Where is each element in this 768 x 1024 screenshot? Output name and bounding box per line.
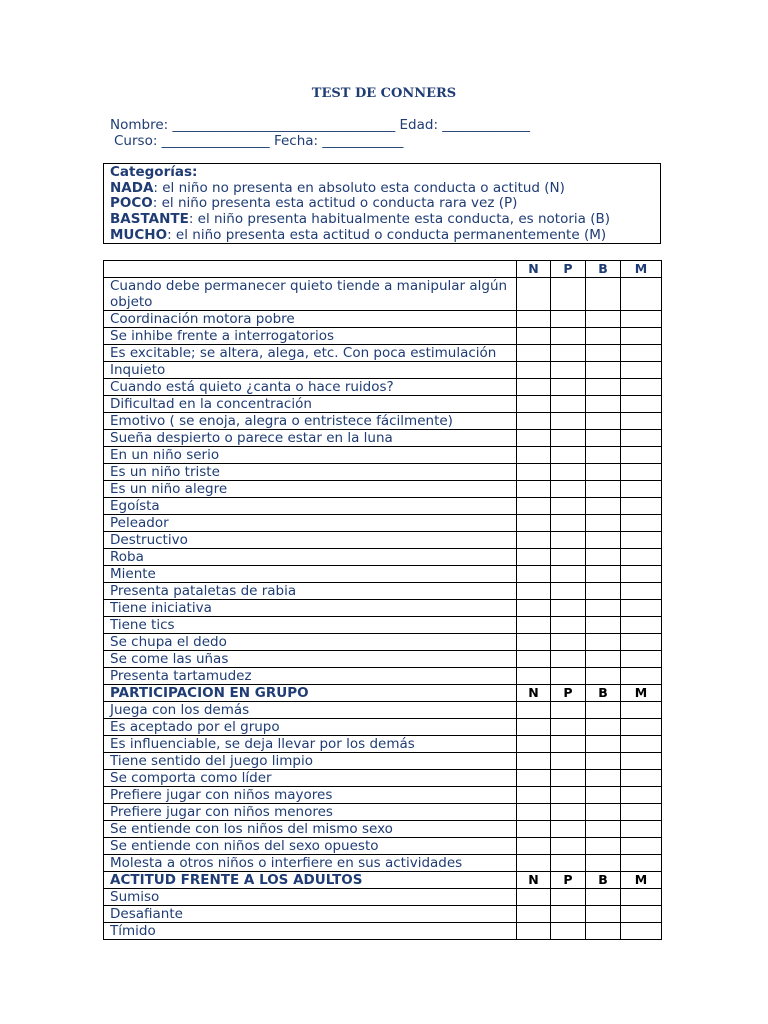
rating-cell-n[interactable] xyxy=(517,719,551,736)
rating-cell-n[interactable] xyxy=(517,379,551,396)
item-label: Presenta pataletas de rabia xyxy=(104,583,517,600)
item-label: Egoísta xyxy=(104,498,517,515)
item-label: Cuando debe permanecer quieto tiende a manipular algún objeto xyxy=(104,278,517,311)
rating-cell-p[interactable] xyxy=(551,379,586,396)
rating-cell-m[interactable] xyxy=(621,278,662,311)
item-row xyxy=(104,566,662,583)
rating-cell-n[interactable] xyxy=(517,278,551,311)
item-row xyxy=(104,532,662,549)
item-row xyxy=(104,311,662,328)
rating-cell-p[interactable] xyxy=(551,855,586,872)
rating-cell-p[interactable] xyxy=(551,889,586,906)
item-label: Sueña despierto o parece estar en la luna xyxy=(104,430,517,447)
rating-cell-p[interactable] xyxy=(551,566,586,583)
item-row xyxy=(104,447,662,464)
item-label: Presenta tartamudez xyxy=(104,668,517,685)
column-header-b: B xyxy=(586,261,621,278)
rating-cell-m[interactable] xyxy=(621,379,662,396)
rating-cell-m[interactable] xyxy=(621,634,662,651)
rating-cell-m[interactable] xyxy=(621,447,662,464)
rating-cell-n[interactable] xyxy=(517,447,551,464)
rating-cell-b[interactable] xyxy=(586,889,621,906)
rating-cell-m[interactable] xyxy=(621,855,662,872)
rating-cell-b[interactable] xyxy=(586,328,621,345)
item-label: Tiene tics xyxy=(104,617,517,634)
rating-cell-p[interactable] xyxy=(551,651,586,668)
item-label: Se inhibe frente a interrogatorios xyxy=(104,328,517,345)
rating-cell-m[interactable] xyxy=(621,328,662,345)
item-label: Es influenciable, se deja llevar por los demás xyxy=(104,736,517,753)
item-label: Emotivo ( se enoja, alegra o entristece fácilmente) xyxy=(104,413,517,430)
rating-cell-m[interactable] xyxy=(621,821,662,838)
rating-cell-b[interactable] xyxy=(586,464,621,481)
rating-cell-n[interactable] xyxy=(517,532,551,549)
rating-cell-n[interactable] xyxy=(517,855,551,872)
rating-cell-n[interactable] xyxy=(517,838,551,855)
rating-cell-p[interactable] xyxy=(551,413,586,430)
item-row xyxy=(104,498,662,515)
rating-cell-p[interactable] xyxy=(551,549,586,566)
column-header-n: N xyxy=(517,685,551,702)
rating-cell-n[interactable] xyxy=(517,804,551,821)
item-label: Se chupa el dedo xyxy=(104,634,517,651)
rating-cell-n[interactable] xyxy=(517,345,551,362)
categories-heading: Categorías: xyxy=(110,164,198,180)
rating-cell-b[interactable] xyxy=(586,736,621,753)
category-bastante: BASTANTE: el niño presenta habitualmente esta conducta, es notoria (B) xyxy=(110,211,611,228)
rating-cell-b[interactable] xyxy=(586,278,621,311)
item-row xyxy=(104,481,662,498)
rating-cell-n[interactable] xyxy=(517,549,551,566)
item-label: Tiene iniciativa xyxy=(104,600,517,617)
rating-cell-b[interactable] xyxy=(586,515,621,532)
item-row xyxy=(104,804,662,821)
rating-cell-m[interactable] xyxy=(621,549,662,566)
rating-cell-m[interactable] xyxy=(621,617,662,634)
rating-cell-b[interactable] xyxy=(586,753,621,770)
rating-cell-b[interactable] xyxy=(586,549,621,566)
item-row xyxy=(104,855,662,872)
rating-cell-b[interactable] xyxy=(586,379,621,396)
rating-cell-b[interactable] xyxy=(586,481,621,498)
rating-cell-p[interactable] xyxy=(551,719,586,736)
rating-cell-p[interactable] xyxy=(551,736,586,753)
rating-cell-b[interactable] xyxy=(586,566,621,583)
rating-cell-p[interactable] xyxy=(551,634,586,651)
rating-cell-m[interactable] xyxy=(621,532,662,549)
rating-cell-p[interactable] xyxy=(551,396,586,413)
rating-cell-n[interactable] xyxy=(517,413,551,430)
categories-box xyxy=(103,163,661,244)
rating-cell-n[interactable] xyxy=(517,787,551,804)
item-label: Es un niño triste xyxy=(104,464,517,481)
item-row xyxy=(104,719,662,736)
rating-cell-b[interactable] xyxy=(586,532,621,549)
item-row xyxy=(104,328,662,345)
item-label: Dificultad en la concentración xyxy=(104,396,517,413)
column-header-p: P xyxy=(551,872,586,889)
item-label: Miente xyxy=(104,566,517,583)
rating-cell-n[interactable] xyxy=(517,362,551,379)
section-title: ACTITUD FRENTE A LOS ADULTOS xyxy=(104,872,517,889)
item-row xyxy=(104,600,662,617)
item-row xyxy=(104,838,662,855)
item-row xyxy=(104,736,662,753)
rating-cell-m[interactable] xyxy=(621,651,662,668)
item-row xyxy=(104,787,662,804)
rating-cell-n[interactable] xyxy=(517,753,551,770)
item-label: Tiene sentido del juego limpio xyxy=(104,753,517,770)
item-label: Se entiende con niños del sexo opuesto xyxy=(104,838,517,855)
rating-cell-b[interactable] xyxy=(586,396,621,413)
rating-cell-p[interactable] xyxy=(551,770,586,787)
item-label: Desafiante xyxy=(104,906,517,923)
rating-cell-p[interactable] xyxy=(551,498,586,515)
item-label: Es un niño alegre xyxy=(104,481,517,498)
item-row xyxy=(104,617,662,634)
category-poco: POCO: el niño presenta esta actitud o conducta rara vez (P) xyxy=(110,195,518,212)
item-label: Destructivo xyxy=(104,532,517,549)
rating-cell-p[interactable] xyxy=(551,362,586,379)
rating-cell-n[interactable] xyxy=(517,770,551,787)
rating-cell-n[interactable] xyxy=(517,906,551,923)
item-row xyxy=(104,362,662,379)
rating-cell-p[interactable] xyxy=(551,787,586,804)
rating-cell-n[interactable] xyxy=(517,923,551,940)
rating-cell-m[interactable] xyxy=(621,413,662,430)
item-label: Se entiende con los niños del mismo sexo xyxy=(104,821,517,838)
item-row xyxy=(104,345,662,362)
rating-cell-p[interactable] xyxy=(551,464,586,481)
item-label: Es aceptado por el grupo xyxy=(104,719,517,736)
item-label: Molesta a otros niños o interfiere en sus actividades xyxy=(104,855,517,872)
item-label: Se come las uñas xyxy=(104,651,517,668)
item-label: Coordinación motora pobre xyxy=(104,311,517,328)
rating-cell-m[interactable] xyxy=(621,464,662,481)
item-label: Inquieto xyxy=(104,362,517,379)
rating-cell-m[interactable] xyxy=(621,753,662,770)
rating-cell-p[interactable] xyxy=(551,617,586,634)
rating-cell-m[interactable] xyxy=(621,906,662,923)
rating-cell-n[interactable] xyxy=(517,311,551,328)
rating-cell-b[interactable] xyxy=(586,838,621,855)
item-label: Prefiere jugar con niños menores xyxy=(104,804,517,821)
column-header-n: N xyxy=(517,261,551,278)
rating-cell-n[interactable] xyxy=(517,600,551,617)
column-header-b: B xyxy=(586,872,621,889)
item-row xyxy=(104,278,662,311)
rating-cell-n[interactable] xyxy=(517,702,551,719)
rating-cell-m[interactable] xyxy=(621,515,662,532)
section-header-row xyxy=(104,872,662,889)
rating-cell-b[interactable] xyxy=(586,702,621,719)
rating-cell-p[interactable] xyxy=(551,311,586,328)
column-header-p: P xyxy=(551,261,586,278)
item-label: Cuando está quieto ¿canta o hace ruidos? xyxy=(104,379,517,396)
rating-cell-m[interactable] xyxy=(621,923,662,940)
item-row xyxy=(104,430,662,447)
rating-cell-b[interactable] xyxy=(586,362,621,379)
rating-cell-n[interactable] xyxy=(517,328,551,345)
student-fields xyxy=(110,117,530,149)
rating-cell-p[interactable] xyxy=(551,923,586,940)
rating-cell-p[interactable] xyxy=(551,821,586,838)
rating-cell-m[interactable] xyxy=(621,770,662,787)
rating-cell-b[interactable] xyxy=(586,498,621,515)
item-label: Roba xyxy=(104,549,517,566)
section-title xyxy=(104,261,517,278)
item-row xyxy=(104,379,662,396)
name-age-line[interactable]: Nombre: _________________________________ Edad: _____________ xyxy=(110,117,531,133)
rating-cell-b[interactable] xyxy=(586,345,621,362)
rating-cell-n[interactable] xyxy=(517,668,551,685)
rating-cell-b[interactable] xyxy=(586,787,621,804)
rating-cell-p[interactable] xyxy=(551,345,586,362)
rating-cell-b[interactable] xyxy=(586,617,621,634)
item-row xyxy=(104,396,662,413)
rating-cell-m[interactable] xyxy=(621,498,662,515)
rating-cell-b[interactable] xyxy=(586,719,621,736)
item-row xyxy=(104,549,662,566)
item-row xyxy=(104,821,662,838)
rating-cell-m[interactable] xyxy=(621,838,662,855)
item-row xyxy=(104,770,662,787)
rating-cell-m[interactable] xyxy=(621,362,662,379)
rating-cell-b[interactable] xyxy=(586,906,621,923)
rating-cell-b[interactable] xyxy=(586,770,621,787)
rating-cell-n[interactable] xyxy=(517,498,551,515)
column-header-n: N xyxy=(517,872,551,889)
rating-cell-b[interactable] xyxy=(586,651,621,668)
rating-cell-m[interactable] xyxy=(621,311,662,328)
rating-cell-m[interactable] xyxy=(621,804,662,821)
rating-cell-p[interactable] xyxy=(551,668,586,685)
rating-cell-p[interactable] xyxy=(551,481,586,498)
rating-cell-p[interactable] xyxy=(551,515,586,532)
rating-cell-m[interactable] xyxy=(621,702,662,719)
rating-cell-n[interactable] xyxy=(517,566,551,583)
rating-cell-n[interactable] xyxy=(517,430,551,447)
item-row xyxy=(104,464,662,481)
item-label: Prefiere jugar con niños mayores xyxy=(104,787,517,804)
item-row xyxy=(104,413,662,430)
rating-cell-b[interactable] xyxy=(586,311,621,328)
rating-cell-b[interactable] xyxy=(586,583,621,600)
rating-cell-m[interactable] xyxy=(621,787,662,804)
column-header-m: M xyxy=(621,872,662,889)
rating-cell-n[interactable] xyxy=(517,634,551,651)
rating-cell-p[interactable] xyxy=(551,804,586,821)
rating-cell-m[interactable] xyxy=(621,396,662,413)
rating-cell-n[interactable] xyxy=(517,583,551,600)
rating-cell-b[interactable] xyxy=(586,600,621,617)
rating-cell-n[interactable] xyxy=(517,651,551,668)
rating-cell-n[interactable] xyxy=(517,396,551,413)
item-row xyxy=(104,651,662,668)
item-label: Es excitable; se altera, alega, etc. Con poca estimulación xyxy=(104,345,517,362)
item-row xyxy=(104,923,662,940)
rating-cell-n[interactable] xyxy=(517,481,551,498)
column-header-p: P xyxy=(551,685,586,702)
rating-cell-m[interactable] xyxy=(621,719,662,736)
item-row xyxy=(104,906,662,923)
item-row xyxy=(104,634,662,651)
rating-cell-p[interactable] xyxy=(551,532,586,549)
column-header-m: M xyxy=(621,261,662,278)
item-row xyxy=(104,583,662,600)
rating-cell-m[interactable] xyxy=(621,736,662,753)
rating-cell-p[interactable] xyxy=(551,753,586,770)
column-header-row xyxy=(104,261,662,278)
rating-cell-p[interactable] xyxy=(551,600,586,617)
rating-cell-b[interactable] xyxy=(586,855,621,872)
item-row xyxy=(104,753,662,770)
rating-cell-m[interactable] xyxy=(621,566,662,583)
rating-cell-n[interactable] xyxy=(517,464,551,481)
rating-cell-p[interactable] xyxy=(551,328,586,345)
column-header-b: B xyxy=(586,685,621,702)
item-row xyxy=(104,702,662,719)
category-mucho: MUCHO: el niño presenta esta actitud o conducta permanentemente (M) xyxy=(110,226,607,243)
rating-cell-b[interactable] xyxy=(586,668,621,685)
item-row xyxy=(104,889,662,906)
rating-cell-b[interactable] xyxy=(586,447,621,464)
rating-cell-m[interactable] xyxy=(621,668,662,685)
rating-cell-p[interactable] xyxy=(551,702,586,719)
rating-cell-m[interactable] xyxy=(621,583,662,600)
rating-cell-b[interactable] xyxy=(586,413,621,430)
item-label: Tímido xyxy=(104,923,517,940)
course-date-line[interactable]: Curso: ________________ Fecha: ____________ xyxy=(114,133,404,149)
section-header-row xyxy=(104,685,662,702)
column-header-m: M xyxy=(621,685,662,702)
item-row xyxy=(104,668,662,685)
rating-cell-p[interactable] xyxy=(551,838,586,855)
rating-cell-b[interactable] xyxy=(586,821,621,838)
rating-cell-m[interactable] xyxy=(621,889,662,906)
rating-cell-m[interactable] xyxy=(621,345,662,362)
rating-cell-m[interactable] xyxy=(621,481,662,498)
rating-cell-b[interactable] xyxy=(586,923,621,940)
rating-cell-p[interactable] xyxy=(551,447,586,464)
item-label: Sumiso xyxy=(104,889,517,906)
rating-cell-n[interactable] xyxy=(517,617,551,634)
conners-table xyxy=(103,260,662,940)
rating-cell-m[interactable] xyxy=(621,430,662,447)
rating-cell-p[interactable] xyxy=(551,906,586,923)
rating-cell-p[interactable] xyxy=(551,583,586,600)
page-title: TEST DE CONNERS xyxy=(311,86,457,101)
item-label: En un niño serio xyxy=(104,447,517,464)
category-nada: NADA: el niño no presenta en absoluto esta conducta o actitud (N) xyxy=(110,179,565,196)
item-label: Peleador xyxy=(104,515,517,532)
rating-cell-n[interactable] xyxy=(517,736,551,753)
rating-cell-n[interactable] xyxy=(517,515,551,532)
rating-cell-b[interactable] xyxy=(586,430,621,447)
rating-cell-p[interactable] xyxy=(551,430,586,447)
rating-cell-n[interactable] xyxy=(517,821,551,838)
item-row xyxy=(104,515,662,532)
rating-cell-n[interactable] xyxy=(517,889,551,906)
item-label: Juega con los demás xyxy=(104,702,517,719)
rating-cell-b[interactable] xyxy=(586,804,621,821)
rating-cell-b[interactable] xyxy=(586,634,621,651)
rating-cell-m[interactable] xyxy=(621,600,662,617)
section-title: PARTICIPACION EN GRUPO xyxy=(104,685,517,702)
item-label: Se comporta como líder xyxy=(104,770,517,787)
rating-cell-p[interactable] xyxy=(551,278,586,311)
